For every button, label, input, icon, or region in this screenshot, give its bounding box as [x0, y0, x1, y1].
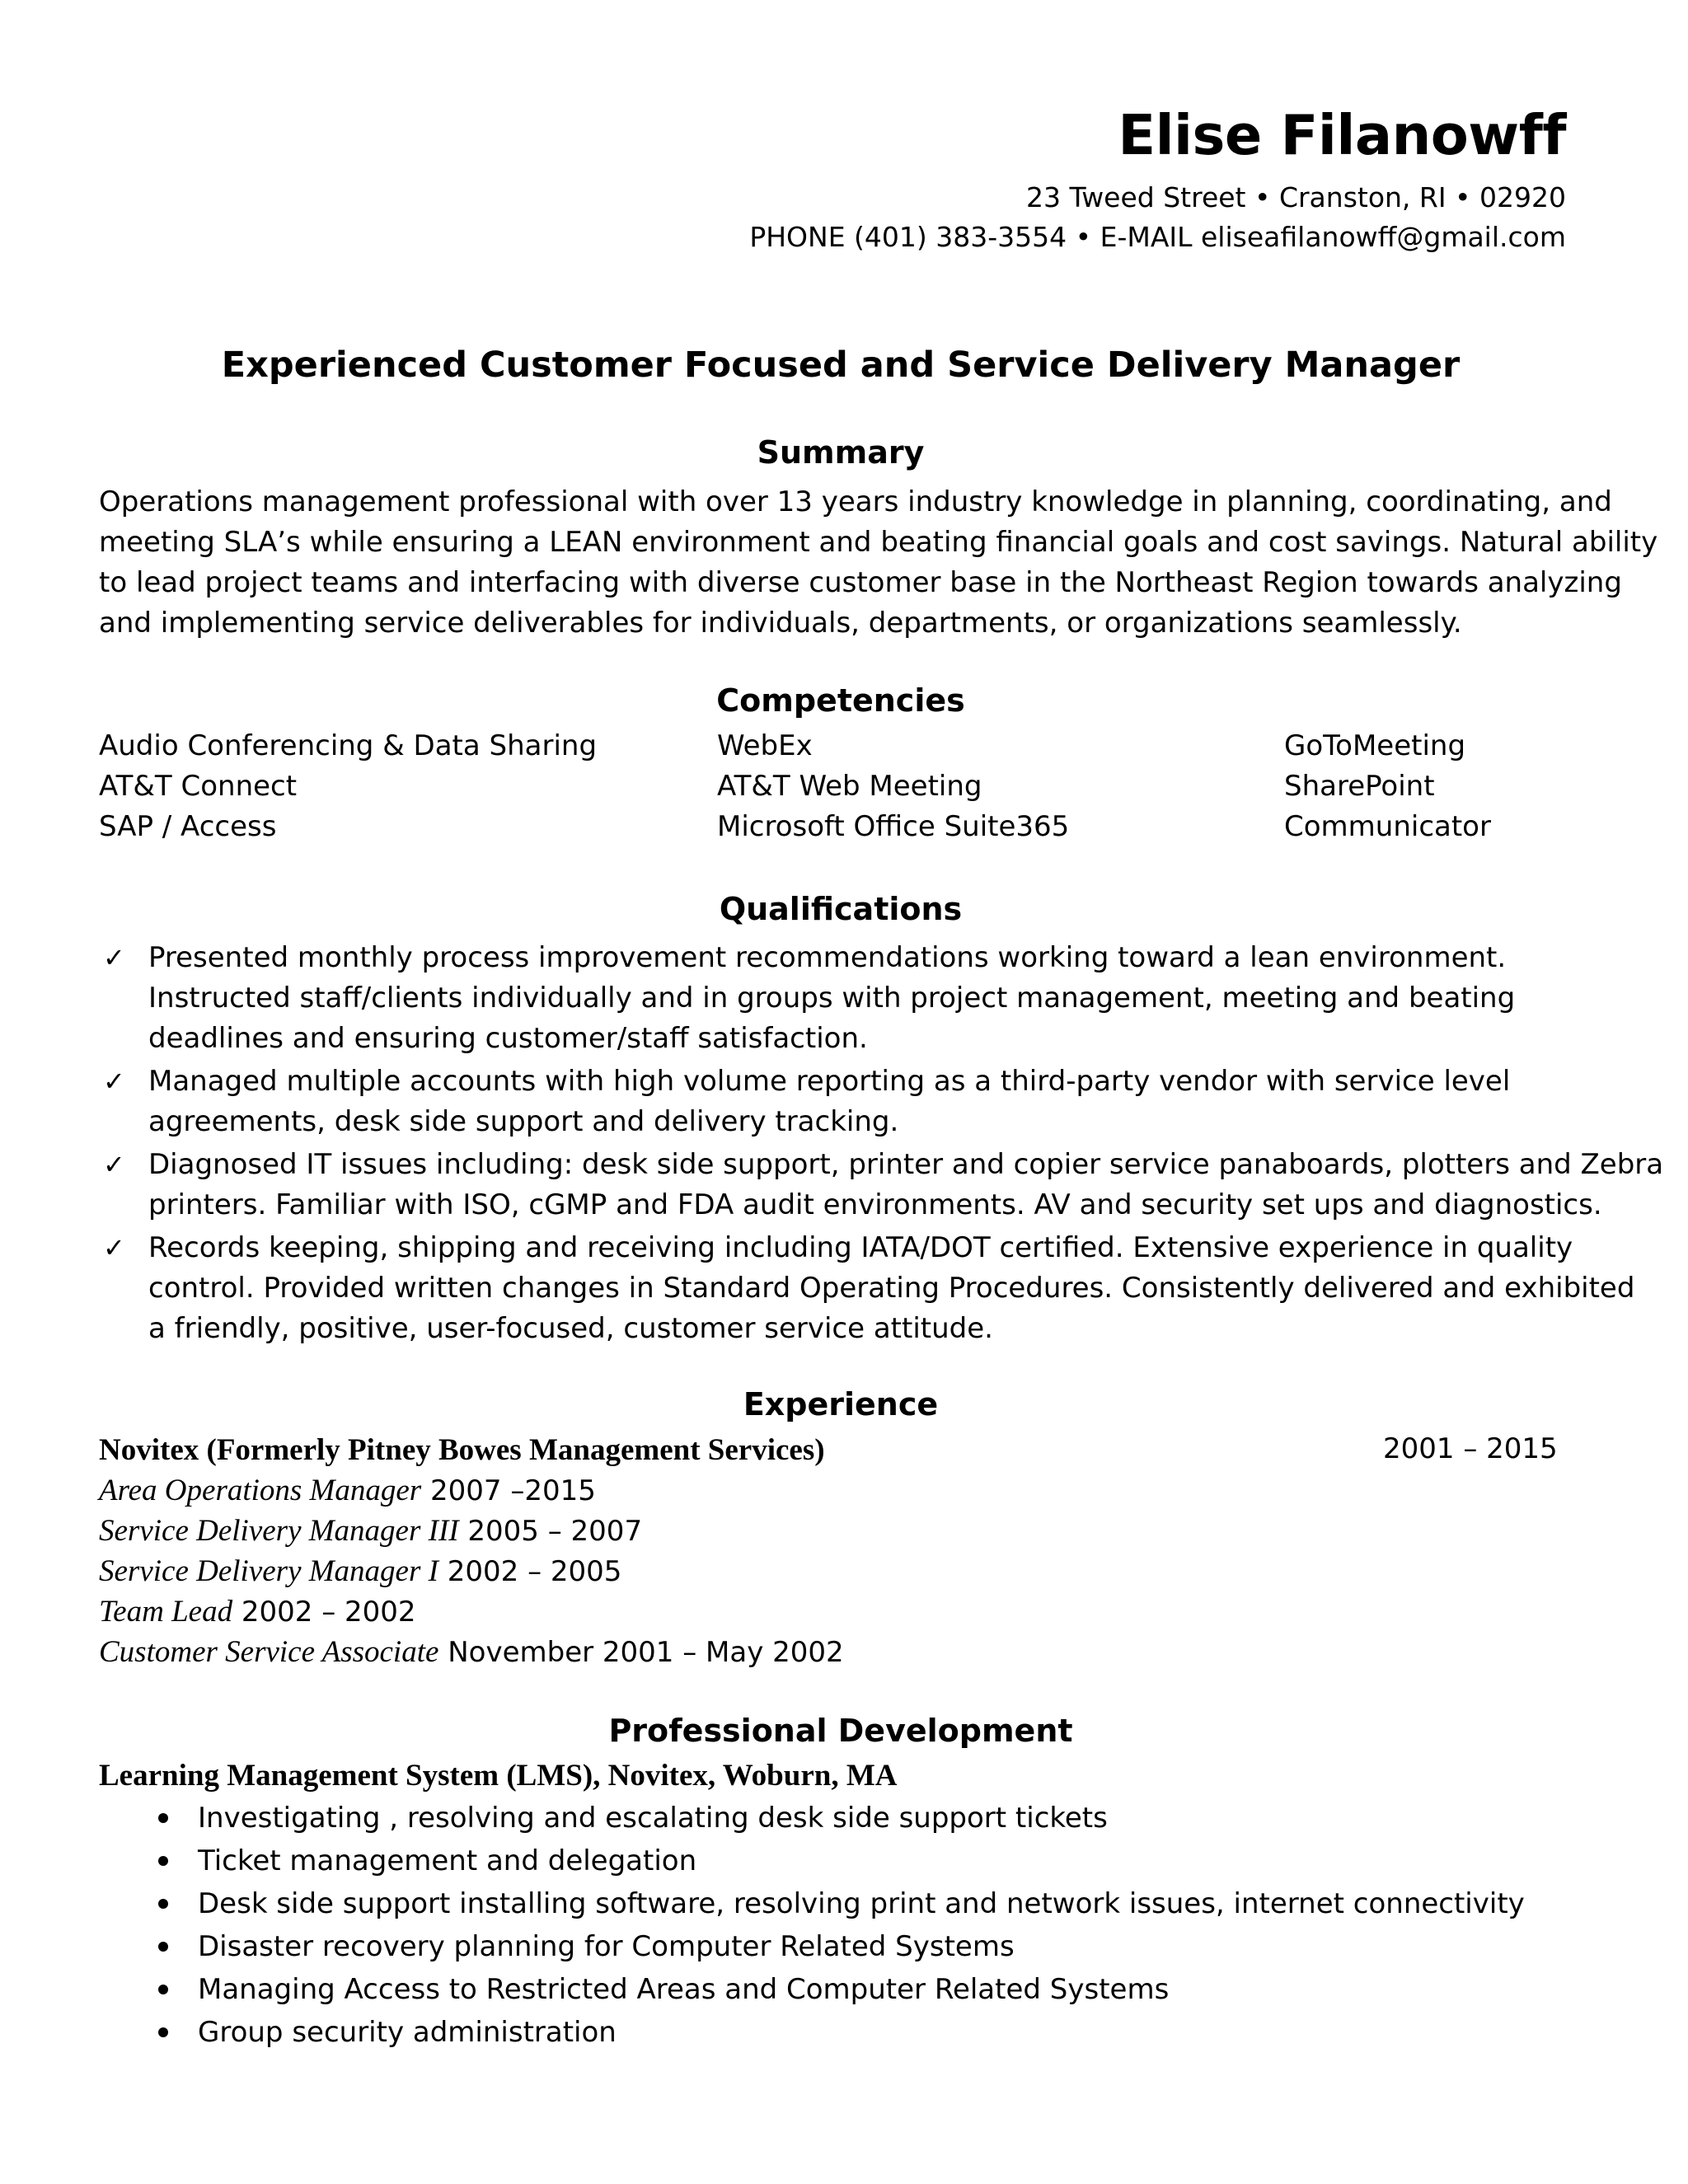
pd-bullet-list: [99, 1797, 1582, 2054]
experience-years: 2001 – 2015: [1383, 1432, 1558, 1465]
contact-phone-email: PHONE (401) 383-3554 • E-MAIL eliseafilanowff@gmail.com: [749, 221, 1566, 253]
qualification-item: [99, 938, 1582, 1059]
check-icon: ✓: [103, 942, 125, 973]
competency-item: GoToMeeting: [1284, 729, 1466, 762]
bullet-icon: [158, 1942, 168, 1952]
qualifications-title: Qualifications: [719, 891, 963, 927]
role-entry: [99, 1594, 416, 1629]
qualification-item: [99, 1062, 1582, 1142]
qualification-line: Presented monthly process improvement recommendations working toward a lean environment.: [148, 941, 1507, 974]
competency-item: Audio Conferencing & Data Sharing: [99, 729, 598, 762]
candidate-name: Elise Filanowff: [1118, 103, 1566, 167]
bullet-icon: [158, 1985, 168, 1994]
list-item: Managing Access to Restricted Areas and Computer Related Systems: [99, 1968, 1582, 2011]
qualification-item: [99, 1228, 1635, 1349]
competencies-row: [99, 729, 1582, 770]
check-icon: ✓: [103, 1066, 125, 1097]
competency-item: SAP / Access: [99, 810, 277, 843]
qualification-line: Records keeping, shipping and receiving including IATA/DOT certified. Extensive experience in quality: [148, 1231, 1573, 1264]
role-title: Service Delivery Manager I: [99, 1554, 438, 1588]
pd-organization: Learning Management System (LMS), Novitex, Woburn, MA: [99, 1759, 898, 1793]
role-entry: [99, 1513, 642, 1549]
summary-line: and implementing service deliverables for individuals, departments, or organizations seamlessly.: [99, 607, 1462, 640]
competency-item: WebEx: [717, 729, 813, 762]
contact-address: 23 Tweed Street • Cranston, RI • 02920: [1026, 181, 1566, 213]
qualification-line: Diagnosed IT issues including: desk side support, printer and copier service panaboards, plotters and Zebra: [148, 1148, 1664, 1181]
role-title: Area Operations Manager: [99, 1474, 422, 1507]
summary-title: Summary: [757, 434, 925, 471]
qualification-line: agreements, desk side support and delivery tracking.: [148, 1105, 899, 1138]
competencies-title: Competencies: [716, 682, 965, 719]
list-item: Investigating , resolving and escalating desk side support tickets: [99, 1797, 1582, 1840]
summary-text: [99, 482, 1658, 644]
role-title: Service Delivery Manager III: [99, 1514, 459, 1548]
summary-line: meeting SLA’s while ensuring a LEAN environment and beating financial goals and cost savings. Natural ability: [99, 526, 1658, 559]
role-entry: [99, 1473, 596, 1508]
qualification-line: deadlines and ensuring customer/staff satisfaction.: [148, 1022, 868, 1055]
role-entry: [99, 1554, 621, 1589]
list-item: Group security administration: [99, 2011, 1582, 2054]
qualification-line: control. Provided written changes in Standard Operating Procedures. Consistently delivered and exhibited: [148, 1272, 1635, 1305]
qualification-line: Managed multiple accounts with high volume reporting as a third-party vendor with service level: [148, 1065, 1511, 1098]
competencies-row: [99, 810, 1582, 851]
qualification-line: a friendly, positive, user-focused, customer service attitude.: [148, 1312, 993, 1345]
qualifications-list: [99, 938, 1664, 1349]
experience-company: Novitex (Formerly Pitney Bowes Management Services): [99, 1433, 825, 1467]
role-dates: 2002 – 2002: [232, 1596, 416, 1629]
role-dates: 2007 –2015: [421, 1474, 596, 1507]
experience-title: Experience: [743, 1386, 939, 1422]
qualification-line: printers. Familiar with ISO, cGMP and FDA audit environments. AV and security set ups and diagnostics.: [148, 1188, 1602, 1221]
competency-item: Microsoft Office Suite365: [717, 810, 1070, 843]
summary-line: Operations management professional with over 13 years industry knowledge in planning, coordinating, and: [99, 485, 1612, 518]
qualification-line: Instructed staff/clients individually and in groups with project management, meeting and beating: [148, 982, 1516, 1015]
summary-line: to lead project teams and interfacing with diverse customer base in the Northeast Region towards analyzing: [99, 566, 1622, 599]
role-dates: November 2001 – May 2002: [438, 1636, 844, 1669]
competency-item: SharePoint: [1284, 770, 1435, 803]
role-title: Customer Service Associate: [99, 1635, 439, 1669]
role-entry: [99, 1634, 844, 1670]
bullet-icon: [158, 1899, 168, 1909]
list-item: Desk side support installing software, resolving print and network issues, internet connectivity: [99, 1882, 1582, 1925]
check-icon: ✓: [103, 1232, 125, 1263]
resume-page: [99, 0, 1664, 2184]
qualification-item: [99, 1145, 1664, 1226]
bullet-icon: [158, 2027, 168, 2037]
competency-item: AT&T Web Meeting: [717, 770, 982, 803]
role-dates: 2005 – 2007: [458, 1515, 643, 1548]
competency-item: AT&T Connect: [99, 770, 298, 803]
bullet-icon: [158, 1813, 168, 1823]
role-title: Team Lead: [99, 1595, 233, 1629]
competency-item: Communicator: [1284, 810, 1491, 843]
resume-headline: Experienced Customer Focused and Service Delivery Manager: [221, 344, 1461, 386]
competencies-row: [99, 770, 1582, 810]
bullet-icon: [158, 1856, 168, 1866]
professional-development-title: Professional Development: [608, 1713, 1073, 1749]
list-item: Disaster recovery planning for Computer Related Systems: [99, 1925, 1582, 1968]
role-dates: 2002 – 2005: [438, 1555, 622, 1588]
list-item: Ticket management and delegation: [99, 1840, 1582, 1882]
check-icon: ✓: [103, 1149, 125, 1180]
